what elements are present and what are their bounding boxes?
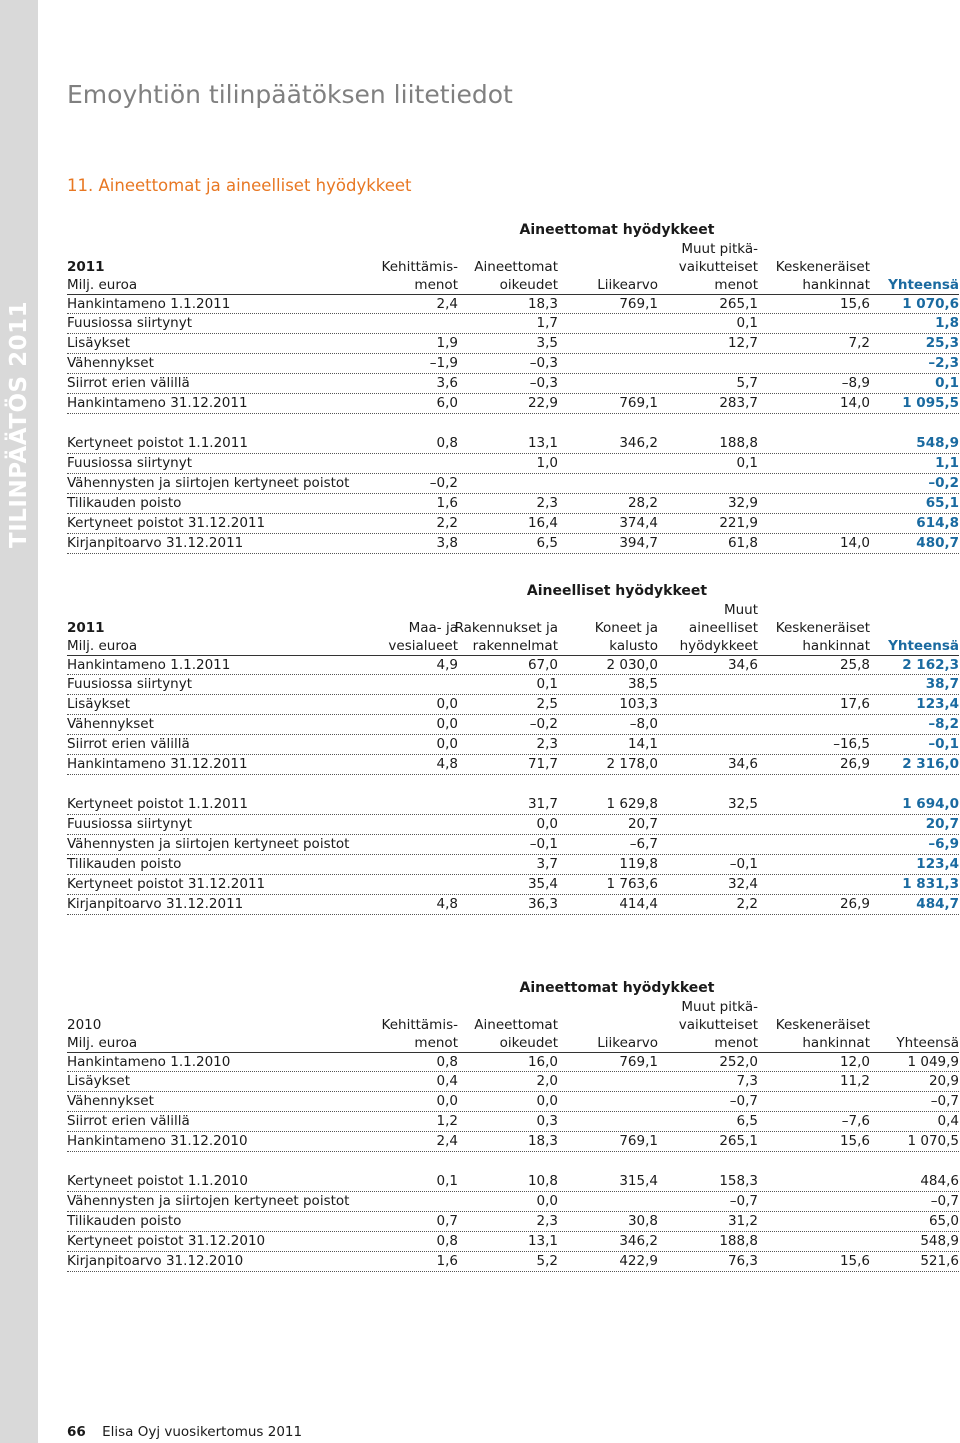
section-title: 11. Aineettomat ja aineelliset hyödykkeet <box>67 176 412 195</box>
total-cell: 1 694,0 <box>902 796 959 812</box>
total-cell: 20,9 <box>928 1073 959 1089</box>
value-cell: 12,7 <box>727 335 758 351</box>
value-cell: 265,1 <box>719 1133 758 1149</box>
value-cell: 10,8 <box>527 1173 558 1189</box>
total-cell: 123,4 <box>916 856 959 872</box>
row-label: Hankintameno 1.1.2011 <box>67 657 231 673</box>
table-header <box>67 222 959 294</box>
value-cell: 265,1 <box>719 296 758 312</box>
value-cell: –16,5 <box>833 736 870 752</box>
value-cell: –0,3 <box>529 355 558 371</box>
value-cell: 61,8 <box>727 535 758 551</box>
value-cell: –0,7 <box>729 1093 758 1109</box>
intangible-assets-2010-table <box>67 980 959 1272</box>
row-label: Kertyneet poistot 1.1.2011 <box>67 435 248 451</box>
total-cell: 614,8 <box>916 515 959 531</box>
value-cell: 283,7 <box>719 395 758 411</box>
table-row <box>67 294 959 314</box>
column-header: Kehittämis- menot <box>381 1017 458 1051</box>
value-cell: 0,7 <box>436 1213 458 1229</box>
value-cell: 14,0 <box>839 535 870 551</box>
column-header: Keskeneräiset hankinnat <box>775 259 870 293</box>
row-label: Tilikauden poisto <box>67 1213 182 1229</box>
value-cell: 315,4 <box>619 1173 658 1189</box>
row-label: Hankintameno 31.12.2011 <box>67 395 248 411</box>
value-cell: 0,8 <box>436 1233 458 1249</box>
value-cell: 0,4 <box>436 1073 458 1089</box>
total-cell: 480,7 <box>916 535 959 551</box>
value-cell: 2,5 <box>536 696 558 712</box>
total-cell: 1 070,5 <box>907 1133 959 1149</box>
value-cell: 2,4 <box>436 1133 458 1149</box>
value-cell: 16,4 <box>527 515 558 531</box>
value-cell: 0,1 <box>536 676 558 692</box>
value-cell: 67,0 <box>527 657 558 673</box>
value-cell: 188,8 <box>719 1233 758 1249</box>
value-cell: 394,7 <box>619 535 658 551</box>
row-label: Siirrot erien välillä <box>67 1113 190 1129</box>
group-heading: Aineelliset hyödykkeet <box>526 583 708 599</box>
table-row <box>67 354 959 374</box>
value-cell: 1 629,8 <box>606 796 658 812</box>
page-title: Emoyhtiön tilinpäätöksen liitetiedot <box>67 80 513 109</box>
value-cell: 16,0 <box>527 1054 558 1070</box>
total-cell: 1 095,5 <box>902 395 959 411</box>
value-cell: 15,6 <box>839 1253 870 1269</box>
value-cell: 346,2 <box>619 435 658 451</box>
table-row <box>67 514 959 534</box>
unit-label: Milj. euroa <box>67 1035 138 1051</box>
column-header: Liikearvo <box>597 277 658 293</box>
table-row <box>67 675 959 695</box>
value-cell: –7,6 <box>841 1113 870 1129</box>
group-heading: Aineettomat hyödykkeet <box>519 980 715 996</box>
value-cell: 2,3 <box>536 736 558 752</box>
value-cell: 6,5 <box>736 1113 758 1129</box>
value-cell: 5,2 <box>536 1253 558 1269</box>
total-cell: 484,6 <box>920 1173 959 1189</box>
value-cell: 221,9 <box>719 515 758 531</box>
total-cell: 521,6 <box>920 1253 959 1269</box>
value-cell: 103,3 <box>619 696 658 712</box>
table-row <box>67 494 959 514</box>
value-cell: 34,6 <box>727 657 758 673</box>
table-row <box>67 715 959 735</box>
value-cell: 0,1 <box>736 455 758 471</box>
value-cell: 26,9 <box>839 756 870 772</box>
row-label: Kertyneet poistot 31.12.2010 <box>67 1233 266 1249</box>
row-label: Hankintameno 1.1.2011 <box>67 296 231 312</box>
value-cell: 6,0 <box>436 395 458 411</box>
total-cell: 1,8 <box>935 315 959 331</box>
value-cell: 2 178,0 <box>606 756 658 772</box>
total-cell: 20,7 <box>925 816 959 832</box>
total-cell: –0,7 <box>930 1193 959 1209</box>
value-cell: 32,4 <box>727 876 758 892</box>
table-row <box>67 1112 959 1132</box>
table-row <box>67 755 959 775</box>
row-label: Siirrot erien välillä <box>67 375 190 391</box>
value-cell: 76,3 <box>727 1253 758 1269</box>
row-label: Fuusiossa siirtynyt <box>67 816 193 832</box>
unit-label: Milj. euroa <box>67 277 138 293</box>
value-cell: 119,8 <box>619 856 658 872</box>
value-cell: 0,1 <box>436 1173 458 1189</box>
row-label: Vähennysten ja siirtojen kertyneet poistot <box>67 1193 350 1209</box>
row-label: Kertyneet poistot 1.1.2011 <box>67 796 248 812</box>
total-cell: 65,0 <box>928 1213 959 1229</box>
value-cell: 22,9 <box>527 395 558 411</box>
value-cell: 11,2 <box>839 1073 870 1089</box>
value-cell: 34,6 <box>727 756 758 772</box>
value-cell: –0,7 <box>729 1193 758 1209</box>
value-cell: 7,3 <box>736 1073 758 1089</box>
value-cell: 32,9 <box>727 495 758 511</box>
value-cell: 13,1 <box>527 435 558 451</box>
value-cell: 374,4 <box>619 515 658 531</box>
value-cell: 158,3 <box>719 1173 758 1189</box>
column-header: Aineettomat oikeudet <box>474 1017 558 1051</box>
column-header: Yhteensä <box>888 638 959 654</box>
value-cell: 188,8 <box>719 435 758 451</box>
value-cell: –0,3 <box>529 375 558 391</box>
value-cell: 422,9 <box>619 1253 658 1269</box>
table-row <box>67 815 959 835</box>
value-cell: 30,8 <box>627 1213 658 1229</box>
intangible-assets-2011-table <box>67 222 959 554</box>
value-cell: 346,2 <box>619 1233 658 1249</box>
value-cell: 1,6 <box>436 1253 458 1269</box>
unit-label: Milj. euroa <box>67 638 138 654</box>
table-header <box>67 980 959 1052</box>
column-header: Keskeneräiset hankinnat <box>775 620 870 654</box>
tangible-assets-2011-table <box>67 583 959 915</box>
column-header: Kehittämis- menot <box>381 259 458 293</box>
value-cell: 0,0 <box>436 1093 458 1109</box>
row-label: Lisäykset <box>67 696 131 712</box>
total-cell: –0,1 <box>928 736 959 752</box>
total-cell: –0,2 <box>928 475 959 491</box>
value-cell: 31,7 <box>527 796 558 812</box>
total-cell: 1 049,9 <box>907 1054 959 1070</box>
table-row <box>67 374 959 394</box>
table-row <box>67 334 959 354</box>
value-cell: 0,8 <box>436 435 458 451</box>
total-cell: 1 070,6 <box>902 296 959 312</box>
row-label: Hankintameno 31.12.2010 <box>67 1133 248 1149</box>
value-cell: 7,2 <box>848 335 870 351</box>
value-cell: –8,9 <box>841 375 870 391</box>
value-cell: 17,6 <box>839 696 870 712</box>
value-cell: –1,9 <box>429 355 458 371</box>
total-cell: –8,2 <box>928 716 959 732</box>
table-row <box>67 474 959 494</box>
table-row <box>67 1212 959 1232</box>
value-cell: 1,6 <box>436 495 458 511</box>
table-row <box>67 1072 959 1092</box>
value-cell: 2 030,0 <box>606 657 658 673</box>
value-cell: 1 763,6 <box>606 876 658 892</box>
value-cell: 15,6 <box>839 1133 870 1149</box>
total-cell: 484,7 <box>916 896 959 912</box>
value-cell: 15,6 <box>839 296 870 312</box>
year-label: 2011 <box>67 620 105 636</box>
value-cell: 769,1 <box>619 296 658 312</box>
value-cell: 14,1 <box>627 736 658 752</box>
row-label: Lisäykset <box>67 1073 131 1089</box>
table-header <box>67 583 959 655</box>
total-cell: 2 162,3 <box>902 657 959 673</box>
table-row <box>67 534 959 554</box>
column-header: Yhteensä <box>888 277 959 293</box>
value-cell: 1,2 <box>436 1113 458 1129</box>
row-label: Fuusiossa siirtynyt <box>67 315 193 331</box>
value-cell: 0,0 <box>536 1193 558 1209</box>
row-label: Hankintameno 31.12.2011 <box>67 756 248 772</box>
table-row <box>67 695 959 715</box>
value-cell: 3,7 <box>536 856 558 872</box>
column-header: Rakennukset ja rakennelmat <box>454 620 558 654</box>
column-header: Koneet ja kalusto <box>594 620 658 654</box>
year-label: 2010 <box>67 1017 102 1033</box>
value-cell: –0,2 <box>529 716 558 732</box>
value-cell: 4,8 <box>436 756 458 772</box>
value-cell: 32,5 <box>727 796 758 812</box>
row-label: Fuusiossa siirtynyt <box>67 676 193 692</box>
value-cell: 36,3 <box>527 896 558 912</box>
table-row <box>67 795 959 815</box>
value-cell: 26,9 <box>839 896 870 912</box>
row-label: Vähennysten ja siirtojen kertyneet poistot <box>67 836 350 852</box>
table-row <box>67 875 959 895</box>
value-cell: 4,9 <box>436 657 458 673</box>
row-label: Kertyneet poistot 31.12.2011 <box>67 876 266 892</box>
column-header: Maa- ja vesialueet <box>388 620 458 654</box>
value-cell: 12,0 <box>839 1054 870 1070</box>
value-cell: 3,5 <box>536 335 558 351</box>
total-cell: 25,3 <box>925 335 959 351</box>
sidebar-label: TILINPÄÄTÖS 2011 <box>6 300 32 548</box>
total-cell: 548,9 <box>920 1233 959 1249</box>
group-heading: Aineettomat hyödykkeet <box>519 222 715 238</box>
page-footer <box>67 1424 302 1440</box>
table-row <box>67 314 959 334</box>
value-cell: 0,0 <box>536 816 558 832</box>
total-cell: 0,4 <box>937 1113 959 1129</box>
total-cell: –6,9 <box>928 836 959 852</box>
value-cell: 0,1 <box>736 315 758 331</box>
value-cell: 0,0 <box>436 736 458 752</box>
value-cell: 252,0 <box>719 1054 758 1070</box>
value-cell: 1,7 <box>536 315 558 331</box>
value-cell: 769,1 <box>619 1054 658 1070</box>
value-cell: 414,4 <box>619 896 658 912</box>
row-label: Vähennykset <box>67 355 154 371</box>
value-cell: 3,6 <box>436 375 458 391</box>
row-label: Tilikauden poisto <box>67 856 182 872</box>
value-cell: 4,8 <box>436 896 458 912</box>
value-cell: 2,2 <box>436 515 458 531</box>
column-header: Aineettomat oikeudet <box>474 259 558 293</box>
row-label: Vähennysten ja siirtojen kertyneet poistot <box>67 475 350 491</box>
total-cell: 65,1 <box>925 495 959 511</box>
row-label: Kirjanpitoarvo 31.12.2011 <box>67 535 244 551</box>
value-cell: 769,1 <box>619 1133 658 1149</box>
table-row <box>67 735 959 755</box>
value-cell: 14,0 <box>839 395 870 411</box>
value-cell: 1,0 <box>536 455 558 471</box>
value-cell: 71,7 <box>527 756 558 772</box>
table-row <box>67 855 959 875</box>
total-cell: –2,3 <box>928 355 959 371</box>
row-label: Kirjanpitoarvo 31.12.2010 <box>67 1253 244 1269</box>
total-cell: 2 316,0 <box>902 756 959 772</box>
value-cell: 769,1 <box>619 395 658 411</box>
value-cell: 25,8 <box>839 657 870 673</box>
table-row <box>67 835 959 855</box>
column-header: Muut pitkä- vaikutteiset menot <box>678 241 758 293</box>
table-row <box>67 655 959 675</box>
value-cell: 0,3 <box>536 1113 558 1129</box>
publication-name: Elisa Oyj vuosikertomus 2011 <box>102 1424 303 1440</box>
value-cell: –0,1 <box>729 856 758 872</box>
value-cell: 3,8 <box>436 535 458 551</box>
value-cell: 0,0 <box>536 1093 558 1109</box>
year-label: 2011 <box>67 259 105 275</box>
column-header: Liikearvo <box>597 1035 658 1051</box>
total-cell: 0,1 <box>935 375 959 391</box>
value-cell: 2,3 <box>536 1213 558 1229</box>
table-row <box>67 394 959 414</box>
value-cell: 35,4 <box>527 876 558 892</box>
row-label: Vähennykset <box>67 716 154 732</box>
value-cell: –6,7 <box>629 836 658 852</box>
column-header: Keskeneräiset hankinnat <box>775 1017 870 1051</box>
value-cell: 0,8 <box>436 1054 458 1070</box>
table-row <box>67 1132 959 1152</box>
row-label: Kirjanpitoarvo 31.12.2011 <box>67 896 244 912</box>
table-row <box>67 454 959 474</box>
value-cell: 6,5 <box>536 535 558 551</box>
value-cell: 2,3 <box>536 495 558 511</box>
row-label: Kertyneet poistot 1.1.2010 <box>67 1173 248 1189</box>
table-row <box>67 434 959 454</box>
total-cell: 548,9 <box>916 435 959 451</box>
table-row <box>67 1172 959 1192</box>
row-label: Siirrot erien välillä <box>67 736 190 752</box>
sidebar <box>0 0 38 1443</box>
value-cell: 31,2 <box>727 1213 758 1229</box>
total-cell: 38,7 <box>925 676 959 692</box>
value-cell: 13,1 <box>527 1233 558 1249</box>
row-label: Tilikauden poisto <box>67 495 182 511</box>
value-cell: 28,2 <box>627 495 658 511</box>
total-cell: –0,7 <box>930 1093 959 1109</box>
value-cell: 5,7 <box>736 375 758 391</box>
table-row <box>67 1052 959 1072</box>
value-cell: 2,4 <box>436 296 458 312</box>
total-cell: 123,4 <box>916 696 959 712</box>
value-cell: –0,2 <box>429 475 458 491</box>
value-cell: –0,1 <box>529 836 558 852</box>
value-cell: 18,3 <box>527 296 558 312</box>
value-cell: 0,0 <box>436 716 458 732</box>
value-cell: 0,0 <box>436 696 458 712</box>
page-number: 66 <box>67 1424 86 1440</box>
table-row <box>67 1192 959 1212</box>
table-row <box>67 895 959 915</box>
row-label: Kertyneet poistot 31.12.2011 <box>67 515 266 531</box>
value-cell: 1,9 <box>436 335 458 351</box>
table-row <box>67 1232 959 1252</box>
row-label: Hankintameno 1.1.2010 <box>67 1054 231 1070</box>
table-row <box>67 1092 959 1112</box>
row-label: Lisäykset <box>67 335 131 351</box>
column-header: Muut aineelliset hyödykkeet <box>679 602 758 654</box>
column-header: Yhteensä <box>896 1035 959 1051</box>
table-row <box>67 1252 959 1272</box>
total-cell: 1 831,3 <box>902 876 959 892</box>
value-cell: 2,2 <box>736 896 758 912</box>
value-cell: 20,7 <box>627 816 658 832</box>
row-label: Vähennykset <box>67 1093 154 1109</box>
value-cell: 38,5 <box>627 676 658 692</box>
value-cell: 18,3 <box>527 1133 558 1149</box>
row-label: Fuusiossa siirtynyt <box>67 455 193 471</box>
value-cell: 2,0 <box>536 1073 558 1089</box>
column-header: Muut pitkä- vaikutteiset menot <box>678 999 758 1051</box>
total-cell: 1,1 <box>935 455 959 471</box>
value-cell: –8,0 <box>629 716 658 732</box>
